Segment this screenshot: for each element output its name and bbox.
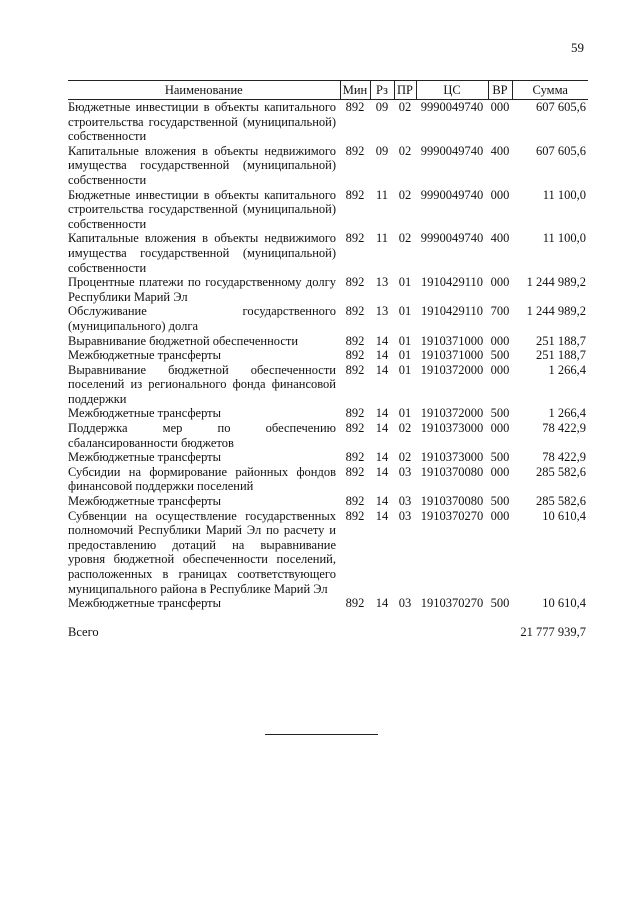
table-row bbox=[68, 275, 588, 304]
header-min: Мин bbox=[340, 81, 370, 100]
cell-cs: 9990049740 bbox=[420, 143, 484, 158]
cell-min: 892 bbox=[345, 596, 365, 611]
cell-name: Капитальные вложения в объекты недвижимого имущества государственной (муниципальной) собственности bbox=[68, 143, 336, 187]
cell-sum: 78 422,9 bbox=[542, 450, 586, 465]
table-row bbox=[68, 363, 588, 407]
cell-rz: 11 bbox=[375, 231, 389, 246]
cell-min: 892 bbox=[345, 333, 365, 348]
cell-min: 892 bbox=[345, 348, 365, 363]
cell-sum: 78 422,9 bbox=[542, 421, 586, 436]
cell-rz: 14 bbox=[375, 421, 389, 436]
cell-cs: 1910370080 bbox=[420, 494, 484, 509]
header-rz: Рз bbox=[370, 81, 394, 100]
cell-cs: 9990049740 bbox=[420, 187, 484, 202]
cell-min: 892 bbox=[345, 450, 365, 465]
cell-name: Обслуживание государственного (муниципального) долга bbox=[68, 304, 336, 333]
cell-vr: 500 bbox=[490, 406, 510, 421]
cell-sum: 607 605,6 bbox=[536, 100, 586, 114]
cell-name: Поддержка мер по обеспечению сбалансированности бюджетов bbox=[68, 421, 336, 450]
cell-min: 892 bbox=[345, 143, 365, 158]
header-sum: Сумма bbox=[512, 81, 588, 100]
cell-pr: 01 bbox=[398, 333, 412, 348]
cell-name: Субвенции на осуществление государственных полномочий Республики Марий Эл по расчету и предоставлению дотаций на выравнивание уровня бюджетной обеспеченности поселений, расположенных в границах соответствующего муниципального района в Республике Марий Эл bbox=[68, 508, 336, 596]
cell-name: Капитальные вложения в объекты недвижимого имущества государственной (муниципальной) собственности bbox=[68, 231, 336, 275]
cell-pr: 02 bbox=[398, 187, 412, 202]
table-row bbox=[68, 144, 588, 188]
cell-pr: 01 bbox=[398, 348, 412, 363]
cell-min: 892 bbox=[345, 187, 365, 202]
table-row bbox=[68, 450, 588, 465]
cell-sum: 285 582,6 bbox=[536, 464, 586, 479]
cell-sum: 251 188,7 bbox=[536, 333, 586, 348]
cell-cs: 1910429110 bbox=[420, 304, 484, 319]
table-header-row bbox=[68, 81, 588, 100]
cell-name: Выравнивание бюджетной обеспеченности bbox=[68, 333, 299, 348]
cell-rz: 14 bbox=[375, 464, 389, 479]
cell-rz: 14 bbox=[375, 362, 389, 377]
cell-pr: 02 bbox=[398, 231, 412, 246]
cell-rz: 09 bbox=[375, 100, 389, 114]
cell-sum: 251 188,7 bbox=[536, 348, 586, 363]
cell-cs: 1910370080 bbox=[420, 464, 484, 479]
cell-rz: 14 bbox=[375, 508, 389, 523]
cell-cs: 1910371000 bbox=[420, 348, 484, 363]
header-name: Наименование bbox=[68, 81, 340, 100]
table-row bbox=[68, 231, 588, 275]
cell-pr: 02 bbox=[398, 421, 412, 436]
cell-name: Выравнивание бюджетной обеспеченности поселений из регионального фонда финансовой поддержки bbox=[68, 362, 336, 406]
cell-name: Бюджетные инвестиции в объекты капитального строительства государственной (муниципальной) собственности bbox=[68, 100, 336, 144]
cell-min: 892 bbox=[345, 304, 365, 319]
cell-sum: 11 100,0 bbox=[542, 187, 586, 202]
cell-cs: 9990049740 bbox=[420, 100, 484, 114]
cell-pr: 03 bbox=[398, 596, 412, 611]
cell-pr: 01 bbox=[398, 362, 412, 377]
table-row bbox=[68, 494, 588, 509]
cell-cs: 1910370270 bbox=[420, 508, 484, 523]
cell-cs: 1910373000 bbox=[420, 450, 484, 465]
total-label: Всего bbox=[68, 624, 99, 639]
cell-rz: 13 bbox=[375, 304, 389, 319]
table-row bbox=[68, 304, 588, 333]
cell-sum: 285 582,6 bbox=[536, 494, 586, 509]
cell-pr: 03 bbox=[398, 508, 412, 523]
cell-min: 892 bbox=[345, 406, 365, 421]
cell-sum: 11 100,0 bbox=[542, 231, 586, 246]
table-row bbox=[68, 421, 588, 450]
table-row bbox=[68, 334, 588, 349]
budget-table bbox=[68, 80, 588, 639]
cell-rz: 14 bbox=[375, 450, 389, 465]
cell-cs: 1910372000 bbox=[420, 406, 484, 421]
cell-sum: 10 610,4 bbox=[542, 596, 586, 611]
cell-rz: 09 bbox=[375, 143, 389, 158]
cell-cs: 1910372000 bbox=[420, 362, 484, 377]
cell-rz: 14 bbox=[375, 406, 389, 421]
cell-sum: 1 244 989,2 bbox=[526, 275, 586, 290]
cell-vr: 000 bbox=[490, 362, 510, 377]
cell-rz: 13 bbox=[375, 275, 389, 290]
cell-cs: 1910370270 bbox=[420, 596, 484, 611]
cell-sum: 1 266,4 bbox=[548, 362, 586, 377]
cell-sum: 10 610,4 bbox=[542, 508, 586, 523]
cell-pr: 01 bbox=[398, 406, 412, 421]
cell-vr: 000 bbox=[490, 333, 510, 348]
header-pr: ПР bbox=[394, 81, 416, 100]
cell-pr: 01 bbox=[398, 275, 412, 290]
cell-sum: 607 605,6 bbox=[536, 143, 586, 158]
cell-cs: 1910373000 bbox=[420, 421, 484, 436]
total-row bbox=[68, 611, 588, 640]
cell-vr: 500 bbox=[490, 450, 510, 465]
cell-pr: 02 bbox=[398, 100, 412, 114]
cell-vr: 500 bbox=[490, 596, 510, 611]
cell-rz: 11 bbox=[375, 187, 389, 202]
cell-rz: 14 bbox=[375, 494, 389, 509]
cell-rz: 14 bbox=[375, 348, 389, 363]
cell-pr: 03 bbox=[398, 464, 412, 479]
cell-name: Межбюджетные трансферты bbox=[68, 450, 222, 465]
cell-min: 892 bbox=[345, 494, 365, 509]
cell-vr: 000 bbox=[490, 100, 510, 114]
cell-pr: 03 bbox=[398, 494, 412, 509]
cell-name: Межбюджетные трансферты bbox=[68, 494, 222, 509]
cell-pr: 02 bbox=[398, 143, 412, 158]
cell-rz: 14 bbox=[375, 333, 389, 348]
cell-name: Субсидии на формирование районных фондов финансовой поддержки поселений bbox=[68, 464, 336, 494]
cell-vr: 500 bbox=[490, 494, 510, 509]
cell-min: 892 bbox=[345, 100, 365, 114]
cell-cs: 1910371000 bbox=[420, 333, 484, 348]
table-row bbox=[68, 406, 588, 421]
table-row bbox=[68, 100, 588, 144]
page-number: 59 bbox=[571, 40, 584, 55]
separator-line bbox=[265, 734, 378, 735]
cell-pr: 02 bbox=[398, 450, 412, 465]
table-row bbox=[68, 596, 588, 611]
table-row bbox=[68, 509, 588, 597]
cell-vr: 400 bbox=[490, 231, 510, 246]
cell-min: 892 bbox=[345, 275, 365, 290]
cell-name: Бюджетные инвестиции в объекты капитального строительства государственной (муниципальной) собственности bbox=[68, 187, 336, 231]
total-sum: 21 777 939,7 bbox=[520, 624, 586, 639]
cell-pr: 01 bbox=[398, 304, 412, 319]
table-row bbox=[68, 348, 588, 363]
cell-cs: 1910429110 bbox=[420, 275, 484, 290]
cell-name: Межбюджетные трансферты bbox=[68, 348, 222, 363]
cell-vr: 000 bbox=[490, 421, 510, 436]
table-row bbox=[68, 465, 588, 494]
header-cs: ЦС bbox=[416, 81, 488, 100]
cell-name: Процентные платежи по государственному долгу Республики Марий Эл bbox=[68, 275, 336, 304]
cell-vr: 000 bbox=[490, 187, 510, 202]
cell-vr: 000 bbox=[490, 508, 510, 523]
cell-sum: 1 266,4 bbox=[548, 406, 586, 421]
cell-rz: 14 bbox=[375, 596, 389, 611]
cell-vr: 500 bbox=[490, 348, 510, 363]
cell-cs: 9990049740 bbox=[420, 231, 484, 246]
cell-min: 892 bbox=[345, 464, 365, 479]
header-vr: ВР bbox=[488, 81, 512, 100]
cell-vr: 400 bbox=[490, 143, 510, 158]
cell-name: Межбюджетные трансферты bbox=[68, 596, 222, 611]
cell-vr: 000 bbox=[490, 275, 510, 290]
cell-vr: 000 bbox=[490, 464, 510, 479]
cell-min: 892 bbox=[345, 231, 365, 246]
table-row bbox=[68, 188, 588, 232]
cell-name: Межбюджетные трансферты bbox=[68, 406, 222, 421]
cell-vr: 700 bbox=[490, 304, 510, 319]
cell-min: 892 bbox=[345, 421, 365, 436]
cell-min: 892 bbox=[345, 508, 365, 523]
cell-min: 892 bbox=[345, 362, 365, 377]
cell-sum: 1 244 989,2 bbox=[526, 304, 586, 319]
